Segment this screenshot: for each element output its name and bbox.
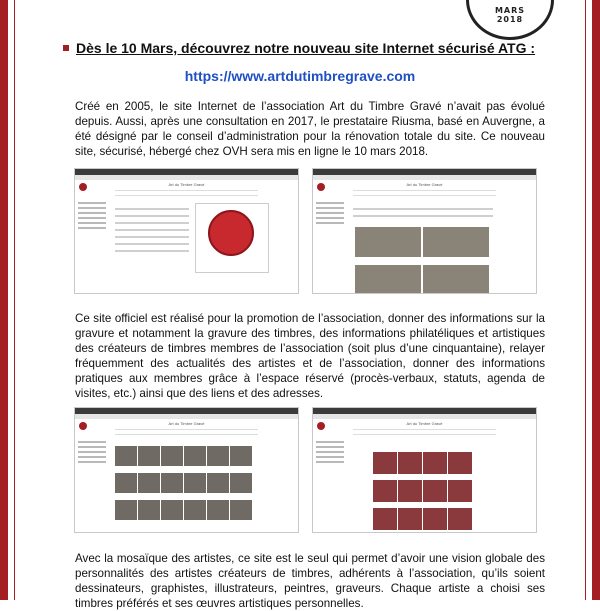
seal-year: 2018 [496, 15, 524, 24]
association-logo-image [195, 203, 269, 273]
site-screenshot-artists [313, 408, 536, 532]
square-bullet-icon [63, 45, 69, 51]
mini-site-title: Art du Timbre Gravé [168, 182, 205, 187]
mini-site-title: Art du Timbre Gravé [406, 182, 443, 187]
mini-site-title: Art du Timbre Gravé [406, 421, 443, 426]
left-frame-line [14, 0, 15, 600]
site-screenshot-news [313, 169, 536, 293]
stamp-mosaic [115, 446, 260, 527]
seal-month: MARS [494, 6, 526, 15]
site-screenshot-stamps [75, 408, 298, 532]
date-seal [466, 0, 554, 40]
paragraph-mosaic: Avec la mosaïque des artistes, ce site est le seul qui permet d’avoir une vision globale des personnalités des artistes créateurs de timbres, adhérents à l’association, qu’ils soient dessinateurs, graphistes, illustrateurs, peintres, graveurs. Chaque artiste a choisi ses timbres préférés et ses œuvres artistiques personnelles. [75, 552, 545, 610]
left-frame-border [0, 0, 8, 600]
paragraph-purpose: Ce site officiel est réalisé pour la promotion de l’association, donner des informations sur la gravure et notamment la gravure des timbres, des informations philatéliques et artistiques des créateurs de timbres membres de l’association (soit plus d’une cinquantaine), relayer fréquemment des actualités des artistes et de l’association, donner des informations pratiques aux membres grâce à l’espace réservé (procès-verbaux, statuts, agenda de visites, etc.) ainsi que des liens et des adresses. [75, 312, 545, 400]
news-photos [355, 227, 493, 293]
paragraph-intro: Créé en 2005, le site Internet de l’association Art du Timbre Gravé n’avait pas évolué depuis. Aussi, après une consultation en 2017, le prestataire Riusma, basé en Auvergne, a été désigné par le conseil d’administration pour la rénovation totale du site. Ce nouveau site, sécurisé, hébergé chez OVH sera mis en ligne le 10 mars 2018. [75, 100, 545, 158]
section-heading [63, 40, 535, 56]
right-frame-border [592, 0, 600, 600]
mini-site-title: Art du Timbre Gravé [168, 421, 205, 426]
site-screenshot-home [75, 169, 298, 293]
right-frame-line [585, 0, 586, 600]
site-url-link[interactable]: https://www.artdutimbregrave.com [184, 68, 416, 84]
heading-text: Dès le 10 Mars, découvrez notre nouveau site Internet sécurisé ATG : [76, 40, 536, 56]
artist-mosaic [373, 452, 483, 532]
